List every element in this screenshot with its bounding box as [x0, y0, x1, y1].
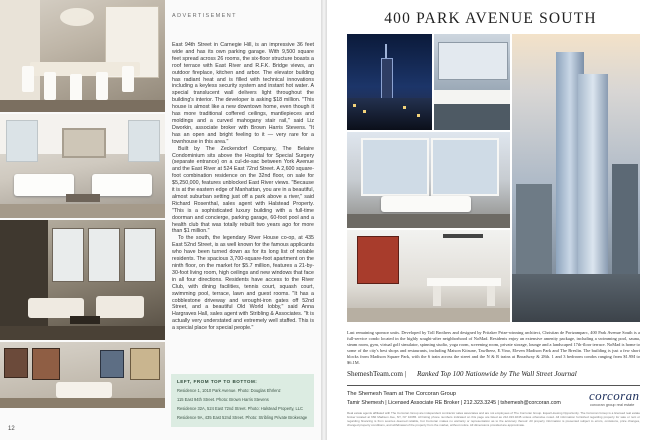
page-number: 12 — [8, 426, 15, 432]
caption-line: Residence 32A, 524 East 72nd Street. Photo: Halstead Property, LLC — [177, 406, 303, 411]
caption-line: Residence 9A, 435 East 52nd Street. Photo: Stribling Private Brokerage — [177, 415, 308, 420]
ad-description: Last remaining sponsor units. Developed by Toll Brothers and designed by Pritzker Prize-winning architect, Christian de Portzamparc, 400 Park Avenue South is a full-service condo located in the highly sought-after neighborhood of NoMad. Residents enjoy an extensive amenity package, including a swimming pool, sauna, steam room, gym, virtual golf simulator, spinning studio, yoga room, screening room, private storage, lounge and a landscaped 17th-floor terrace. NoMad is home to some of the city's best shops and restaurants, including Maison Kitsune, Tawlbeez, E.Vino, Eleven Madison Park and The Breslin. The building is just a few short blocks from Madison Square Park, with the 6 train across the street and the N & R trains at Broadway & 28th. 1 and 3 bedroom condos ranging from $1.9M to $6.1M. — [347, 330, 640, 366]
photo-caption-box — [171, 374, 314, 427]
article-paragraph: East 94th Street in Carnegie Hill, is an impressive 36 feet wide and has its own parking garage. With 9,500 square feet spread across 26 rooms, the six-floor structure boasts a roof terrace with East River and R.F.K. Bridge views, an outdoor fireplace, kitchen and arbor. The elevator building has radiant heat and is filled with technical innovations including a keyless security system and instant hot water. A special translucent wall delivers light throughout the building's interior. The developer is asking $18 million. "This house is almost like a new downtown home, even though it has more traditional coffered ceilings, mantlepieces and moldings and a curved mahogany stair rail," said Liz Dworkin, associate broker with Brown Harris Stevens. "It has an open and bright feeling to it — very rare for a townhouse in this area." — [172, 42, 314, 145]
kitchen-photo — [434, 34, 510, 130]
tower-rendering-photo — [512, 34, 640, 322]
contact-line: Tamir Shemesh | Licensed Associate RE Broker | 212.323.3245 | tshemesh@corcoran.com — [347, 400, 561, 406]
article-text — [172, 42, 314, 332]
gallery-room-photo — [0, 342, 165, 408]
article-paragraph: Built by The Zeckendorf Company, The Belaire Condominium sits above the Hospital for Special Surgery (separate entrance) on a cul-de-sac between York Avenue and the East River at 524 East 72nd Street. A 2,600 square-foot combination residence on the 32nd floor, on sale for $5,250,000, features unblocked East River views. "Because it is at the eastern edge of Manhattan, you are in a beautiful, almost suburban setting just off a park above a river," said Richard Rosenthal, sales agent with Halstead Property. "This is a sophisticated luxury building with a full-time doorman and concierge, parking garage, 60-foot pool and a health club that was totally rebuilt two years ago for more than $1 million." — [172, 145, 314, 235]
ad-title: 400 PARK AVENUE SOUTH — [384, 10, 597, 27]
ad-links-row — [347, 370, 640, 378]
divider — [347, 385, 640, 386]
ranking-text: Ranked Top 100 Nationwide by The Wall Street Journal — [416, 370, 577, 378]
dining-room-photo — [0, 0, 165, 112]
caption-title: LEFT, FROM TOP TO BOTTOM: — [177, 379, 258, 384]
right-page-advertisement — [327, 0, 654, 440]
separator: | — [402, 370, 409, 378]
caption-line: 115 East 94th Street. Photo: Brown Harris Stevens — [177, 397, 269, 402]
dark-living-room-photo — [0, 220, 165, 340]
living-room-photo — [0, 114, 165, 218]
article-paragraph: To the south, the legendary River House co-op, at 435 East 52nd Street, is as well known for the famous applicants who have been turned down as for its long list of notable residents. The spacious 3,700-square-foot apartment on the ninth floor, on the market for $5.7 million, features a 21-by-30-foot living room, high ceilings and new windows that face in all four directions. Residents have access to the River Club, with dining facilities, tennis court, squash court, swimming pool, terrace, lawn and guest rooms. "It has a cobblestone driveway and wrought-iron gates off 52nd Street, and a beautiful Old World lobby," said Anna Hargraves Hall, sales agent with Stribling & Associates. "It is actually very understated and extremely well staffed. This is a special place for special people." — [172, 235, 314, 332]
website-link[interactable]: ShemeshTeam.com — [347, 370, 403, 378]
logo-subtitle: corcoran group real estate — [590, 403, 635, 407]
left-page — [0, 0, 322, 440]
section-label: ADVERTISEMENT — [172, 13, 237, 19]
night-skyline-photo — [347, 34, 432, 130]
corcoran-logo: corcoran — [589, 388, 640, 403]
window-living-room-photo — [347, 132, 510, 228]
dining-area-photo — [347, 230, 510, 322]
fine-print: Real estate agents affiliated with The Corcoran Group are independent contractor sales associates and are not employees of The Corcoran Group. Equal Housing Opportunity. The Corcoran Group is a licensed real estate broker located at 660 Madison Ave, NY, NY 10065. All listing phone numbers indicated on this page are listed as 212.323.3245 unless otherwise noted. All information furnished regarding property for sale or rent or regarding financing is from sources deemed reliable, but Corcoran makes no warranty or representation as to the accuracy thereof. All property information is presented subject to errors, omissions, price changes, changed property conditions, and withdrawal of the property from the market, without notice. All dimensions provided are approximate. — [347, 411, 640, 427]
team-name: The Shemesh Team at The Corcoran Group — [347, 391, 456, 397]
caption-line: Residence 1, 1010 Park Avenue. Photo: Douglas Ehrlenz — [177, 388, 281, 393]
